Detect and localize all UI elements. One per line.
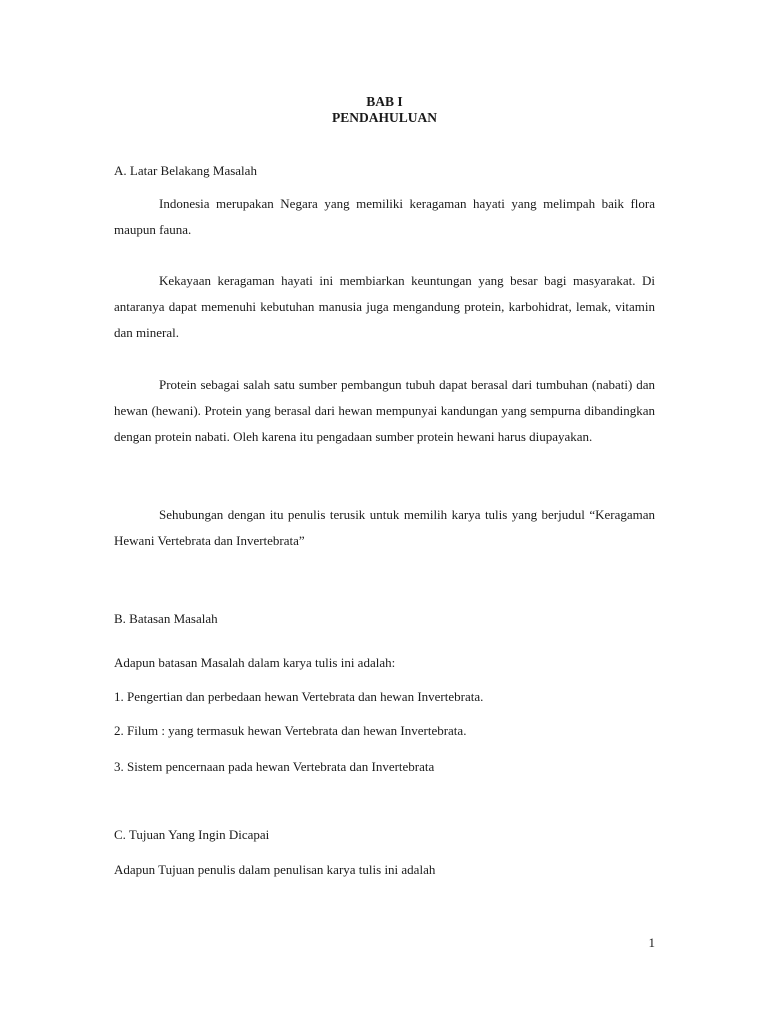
section-c-heading: C. Tujuan Yang Ingin Dicapai bbox=[114, 827, 270, 842]
chapter-number: BAB I bbox=[366, 94, 403, 109]
section-a-paragraph-2: Kekayaan keragaman hayati ini membiarkan keuntungan yang besar bagi masyarakat. Di antaranya dapat memenuhi kebutuhan manusia juga mengandung protein, karbohidrat, lemak, vitamin dan mineral. bbox=[114, 273, 655, 340]
section-b-item-1: 1. Pengertian dan perbedaan hewan Vertebrata dan hewan Invertebrata. bbox=[114, 689, 484, 704]
section-a-paragraph-4: Sehubungan dengan itu penulis terusik untuk memilih karya tulis yang berjudul “Keragaman Hewani Vertebrata dan Invertebrata” bbox=[114, 507, 655, 548]
section-a-paragraph-3: Protein sebagai salah satu sumber pembangun tubuh dapat berasal dari tumbuhan (nabati) dan hewan (hewani). Protein yang berasal dari hewan mempunyai kandungan yang sempurna dibandingkan dengan protein nabati. Oleh karena itu pengadaan sumber protein hewani harus diupayakan. bbox=[114, 377, 655, 444]
page-number: 1 bbox=[648, 935, 655, 950]
chapter-title: PENDAHULUAN bbox=[331, 110, 437, 125]
section-b-heading: B. Batasan Masalah bbox=[114, 611, 218, 626]
section-b-item-3: 3. Sistem pencernaan pada hewan Vertebrata dan Invertebrata bbox=[114, 759, 435, 774]
section-a-paragraph-1: Indonesia merupakan Negara yang memiliki keragaman hayati yang melimpah baik flora maupun fauna. bbox=[114, 196, 655, 237]
section-a-heading: A. Latar Belakang Masalah bbox=[114, 163, 257, 178]
section-b-item-2: 2. Filum : yang termasuk hewan Vertebrata dan hewan Invertebrata. bbox=[114, 723, 467, 738]
section-c-intro: Adapun Tujuan penulis dalam penulisan karya tulis ini adalah bbox=[114, 862, 436, 877]
section-b-intro: Adapun batasan Masalah dalam karya tulis ini adalah: bbox=[114, 655, 396, 670]
